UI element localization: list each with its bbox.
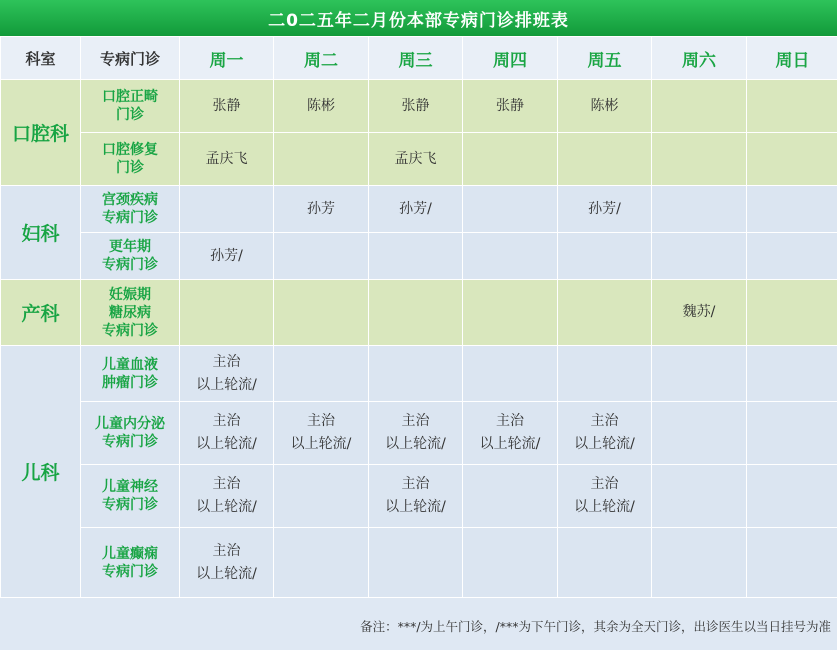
clinic-name-line: 专病门诊 (102, 210, 158, 226)
doctor-text: 孙芳/ (399, 200, 432, 217)
doctor-text: 主治 (212, 476, 241, 492)
schedule-cell (652, 465, 747, 528)
clinic-name-line: 门诊 (116, 160, 144, 176)
schedule-cell (558, 233, 652, 280)
schedule-cell (652, 80, 747, 133)
doctor-text: 孙芳/ (588, 200, 621, 217)
schedule-cell (652, 233, 747, 280)
table-row (1, 528, 837, 598)
clinic-name-line: 口腔正畸 (102, 89, 158, 105)
doctor-text: 以上轮流/ (196, 499, 257, 515)
schedule-cell (369, 133, 463, 186)
schedule-cell (180, 280, 274, 346)
doctor-text: 以上轮流/ (196, 436, 257, 452)
schedule-cell (652, 346, 747, 402)
schedule-cell (369, 465, 463, 528)
schedule-cell (747, 133, 837, 186)
schedule-cell (747, 402, 837, 465)
header-day-sat: 周六 (652, 37, 747, 80)
table-row (1, 465, 837, 528)
schedule-cell (463, 80, 558, 133)
header-day-fri: 周五 (558, 37, 652, 80)
table-row (1, 133, 837, 186)
doctor-text: 主治 (590, 413, 619, 429)
dept-name: 产科 (1, 280, 81, 346)
schedule-cell (558, 346, 652, 402)
schedule-cell (652, 133, 747, 186)
schedule-cell (180, 465, 274, 528)
header-day-wed: 周三 (369, 37, 463, 80)
schedule-cell (274, 186, 369, 233)
doctor-text: 主治 (401, 476, 430, 492)
doctor-text: 以上轮流/ (290, 436, 352, 452)
doctor-text: 陈彬 (590, 97, 619, 114)
table-row (1, 186, 837, 233)
doctor-text: 张静 (212, 97, 241, 114)
doctor-text: 以上轮流/ (385, 436, 446, 452)
schedule-body (1, 80, 837, 598)
clinic-name (81, 528, 180, 598)
clinic-name (81, 186, 180, 233)
clinic-name (81, 346, 180, 402)
schedule-cell (274, 233, 369, 280)
clinic-name (81, 280, 180, 346)
clinic-name-line: 儿童神经 (102, 479, 158, 495)
schedule-cell (652, 186, 747, 233)
clinic-name-line: 专病门诊 (102, 563, 158, 580)
footer-note: 备注：***/为上午门诊，/***为下午门诊，其余为全天门诊，出诊医生以当日挂号为准 (0, 601, 837, 650)
dept-name: 口腔科 (1, 80, 81, 186)
schedule-cell (274, 80, 369, 133)
schedule-cell (274, 133, 369, 186)
schedule-cell (369, 186, 463, 233)
doctor-text: 张静 (496, 97, 524, 114)
schedule-cell (369, 280, 463, 346)
schedule-cell (274, 402, 369, 465)
clinic-name-line: 门诊 (116, 107, 144, 123)
schedule-cell (180, 346, 274, 402)
schedule-cell (369, 233, 463, 280)
clinic-name-line: 口腔修复 (102, 142, 158, 158)
schedule-cell (463, 233, 558, 280)
header-day-mon: 周一 (180, 37, 274, 80)
doctor-text: 以上轮流/ (196, 565, 257, 582)
header-clinic: 专病门诊 (81, 37, 180, 80)
table-row (1, 402, 837, 465)
schedule-cell (747, 346, 837, 402)
schedule-cell (274, 465, 369, 528)
doctor-text: 以上轮流/ (196, 376, 257, 393)
clinic-name-line: 专病门诊 (102, 434, 158, 450)
clinic-name-line: 妊娠期 (109, 286, 151, 303)
header-day-tue: 周二 (274, 37, 369, 80)
clinic-name (81, 233, 180, 280)
doctor-text: 以上轮流/ (479, 436, 541, 452)
header-day-sun: 周日 (747, 37, 837, 80)
doctor-text: 主治 (212, 542, 241, 559)
schedule-cell (558, 402, 652, 465)
clinic-name-line: 儿童血液 (102, 356, 158, 373)
schedule-cell (463, 402, 558, 465)
doctor-text: 以上轮流/ (574, 499, 635, 515)
doctor-text: 主治 (401, 413, 430, 429)
doctor-text: 孙芳 (307, 200, 335, 217)
table-row (1, 346, 837, 402)
clinic-name-line: 专病门诊 (102, 497, 158, 513)
schedule-cell (558, 528, 652, 598)
schedule-cell (463, 528, 558, 598)
doctor-text: 主治 (590, 476, 619, 492)
schedule-cell (463, 465, 558, 528)
schedule-cell (180, 186, 274, 233)
clinic-name-line: 儿童癫痫 (102, 545, 158, 562)
doctor-text: 孟庆飞 (205, 150, 248, 167)
schedule-cell (369, 528, 463, 598)
doctor-text: 孙芳/ (210, 247, 243, 264)
schedule-cell (180, 402, 274, 465)
schedule-cell (274, 346, 369, 402)
doctor-text: 主治 (496, 413, 524, 429)
schedule-cell (180, 233, 274, 280)
doctor-text: 孟庆飞 (394, 150, 437, 167)
schedule-cell (463, 133, 558, 186)
schedule-cell (274, 528, 369, 598)
page-title: 二0二五年二月份本部专病门诊排班表 (0, 0, 837, 36)
schedule-cell (747, 528, 837, 598)
schedule-cell (652, 528, 747, 598)
schedule-cell (180, 133, 274, 186)
clinic-name-line: 更年期 (109, 239, 151, 255)
doctor-text: 魏苏/ (682, 304, 716, 320)
clinic-name (81, 402, 180, 465)
clinic-name-line: 专病门诊 (102, 322, 158, 339)
doctor-text: 以上轮流/ (574, 436, 635, 452)
table-row (1, 280, 837, 346)
dept-name: 儿科 (1, 346, 81, 598)
dept-name: 妇科 (1, 186, 81, 280)
clinic-name (81, 80, 180, 133)
schedule-cell (369, 346, 463, 402)
table-row (1, 233, 837, 280)
schedule-cell (558, 186, 652, 233)
clinic-name-line: 儿童内分泌 (95, 416, 165, 432)
schedule-table (0, 36, 837, 598)
schedule-cell (463, 186, 558, 233)
schedule-cell (558, 80, 652, 133)
clinic-name-line: 宫颈疾病 (102, 192, 158, 208)
schedule-cell (747, 465, 837, 528)
schedule-cell (180, 80, 274, 133)
schedule-cell (558, 133, 652, 186)
schedule-cell (747, 186, 837, 233)
doctor-text: 以上轮流/ (385, 499, 446, 515)
schedule-cell (558, 465, 652, 528)
header-day-thu: 周四 (463, 37, 558, 80)
schedule-cell (274, 280, 369, 346)
doctor-text: 主治 (307, 413, 335, 429)
clinic-name-line: 糖尿病 (109, 304, 151, 321)
schedule-cell (747, 233, 837, 280)
clinic-name (81, 133, 180, 186)
schedule-cell (652, 402, 747, 465)
header-row (1, 37, 837, 80)
schedule-cell (369, 80, 463, 133)
doctor-text: 主治 (212, 353, 241, 370)
schedule-cell (463, 280, 558, 346)
schedule-cell (747, 280, 837, 346)
schedule-cell (369, 402, 463, 465)
doctor-text: 张静 (401, 97, 430, 114)
doctor-text: 陈彬 (307, 97, 335, 114)
schedule-cell (747, 80, 837, 133)
doctor-text: 主治 (212, 413, 241, 429)
schedule-cell (463, 346, 558, 402)
clinic-name-line: 肿瘤门诊 (102, 374, 158, 391)
schedule-cell (180, 528, 274, 598)
schedule-cell (652, 280, 747, 346)
schedule-cell (558, 280, 652, 346)
header-dept: 科室 (1, 37, 81, 80)
table-row (1, 80, 837, 133)
clinic-name (81, 465, 180, 528)
clinic-name-line: 专病门诊 (102, 257, 158, 273)
